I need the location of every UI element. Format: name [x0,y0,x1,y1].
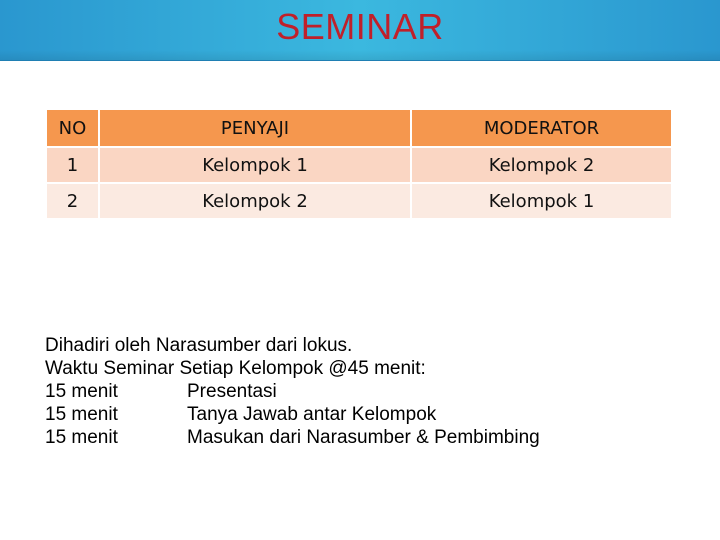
schedule-item [45,426,685,449]
cell-penyaji: Kelompok 2 [100,184,412,220]
cell-moderator: Kelompok 2 [412,148,673,184]
header-moderator: MODERATOR [412,110,673,148]
schedule-duration: 15 menit [45,404,118,425]
cell-no: 1 [47,148,100,184]
title-bar-shadow [0,50,720,60]
cell-moderator: Kelompok 1 [412,184,673,220]
schedule-activity: Presentasi [187,381,277,402]
schedule-table [47,110,673,220]
schedule-duration: 15 menit [45,381,118,402]
schedule-activity: Masukan dari Narasumber & Pembimbing [187,427,540,448]
cell-penyaji: Kelompok 1 [100,148,412,184]
notes-line-attendance: Dihadiri oleh Narasumber dari lokus. [45,335,353,356]
table-row [47,148,673,184]
notes-block [45,334,685,449]
cell-no: 2 [47,184,100,220]
header-penyaji: PENYAJI [100,110,412,148]
notes-line-duration: Waktu Seminar Setiap Kelompok @45 menit: [45,358,426,379]
table-header-row [47,110,673,148]
schedule-item [45,380,685,403]
schedule-activity: Tanya Jawab antar Kelompok [187,404,437,425]
header-no: NO [47,110,100,148]
table-row [47,184,673,220]
slide-title: SEMINAR [276,6,444,47]
schedule-duration: 15 menit [45,427,118,448]
schedule-item [45,403,685,426]
